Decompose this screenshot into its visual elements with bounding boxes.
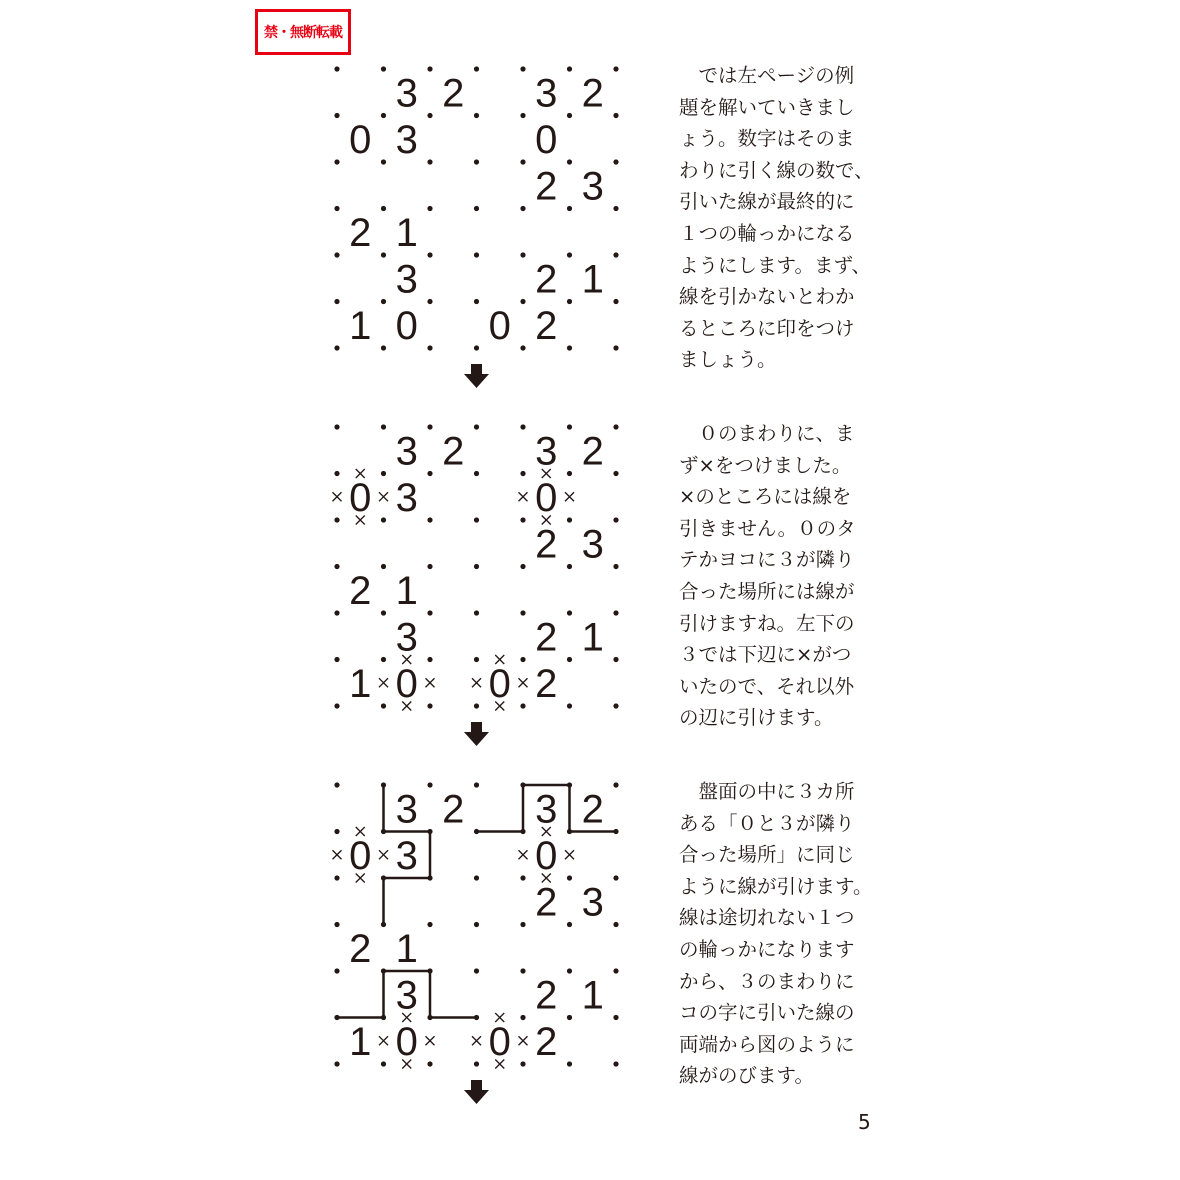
grid-dot bbox=[567, 829, 572, 834]
clue-number: 3 bbox=[395, 429, 418, 474]
grid-dot bbox=[567, 1015, 572, 1020]
grid-dot bbox=[520, 299, 525, 304]
text-line: 合った場所」に同じ bbox=[679, 843, 855, 867]
grid-dot bbox=[381, 517, 386, 522]
grid-dot bbox=[613, 968, 618, 973]
text-line: ように線が引けます。 bbox=[679, 874, 873, 898]
grid-dot bbox=[427, 113, 432, 118]
cross-mark-icon bbox=[472, 678, 481, 687]
grid-dot bbox=[520, 782, 525, 787]
clue-number: 2 bbox=[442, 71, 465, 116]
text-line: では左ページの例 bbox=[679, 64, 855, 87]
grid-dot bbox=[474, 206, 479, 211]
text-line: ょう。数字はそのま bbox=[679, 127, 855, 151]
clue-number: 0 bbox=[535, 833, 558, 878]
clue-number: 1 bbox=[349, 1019, 372, 1064]
grid-dot bbox=[567, 564, 572, 569]
clue-number: 1 bbox=[349, 661, 372, 706]
grid-dot bbox=[334, 206, 339, 211]
clue-number: 2 bbox=[442, 787, 465, 832]
clue-number: 1 bbox=[395, 210, 418, 255]
grid-dot bbox=[334, 159, 339, 164]
clue-number: 2 bbox=[535, 164, 558, 209]
clue-number: 1 bbox=[581, 615, 604, 660]
grid-dot bbox=[520, 1015, 525, 1020]
clue-number: 0 bbox=[535, 475, 558, 520]
text-line: ず×をつけました。 bbox=[679, 453, 852, 477]
down-arrow-icon bbox=[464, 364, 489, 388]
grid-dot bbox=[520, 564, 525, 569]
grid-dot bbox=[474, 66, 479, 71]
grid-dot bbox=[474, 922, 479, 927]
clue-number: 2 bbox=[581, 787, 604, 832]
grid-dot bbox=[474, 875, 479, 880]
cross-mark-icon bbox=[426, 1036, 435, 1045]
text-line: から、３のまわりに bbox=[679, 969, 855, 993]
grid-dot bbox=[474, 345, 479, 350]
text-line: ０のまわりに、ま bbox=[679, 422, 855, 445]
grid-dot bbox=[520, 968, 525, 973]
grid-dot bbox=[381, 113, 386, 118]
grid-dot bbox=[613, 345, 618, 350]
text-line: コの字に引いた線の bbox=[679, 1001, 855, 1025]
cross-mark-icon bbox=[333, 492, 342, 501]
grid-dot bbox=[381, 703, 386, 708]
grid-dot bbox=[613, 657, 618, 662]
grid-dot bbox=[474, 424, 479, 429]
grid-dot bbox=[567, 299, 572, 304]
down-arrow-icon bbox=[464, 722, 489, 746]
clue-number: 2 bbox=[349, 568, 372, 613]
grid-dot bbox=[613, 424, 618, 429]
grid-dot bbox=[427, 829, 432, 834]
grid-dot bbox=[334, 66, 339, 71]
clue-number: 3 bbox=[395, 257, 418, 302]
clue-number: 0 bbox=[488, 303, 511, 348]
grid-dot bbox=[381, 345, 386, 350]
text-line: 線がのびます。 bbox=[679, 1064, 814, 1088]
grid-dot bbox=[474, 471, 479, 476]
grid-dot bbox=[427, 657, 432, 662]
grid-dot bbox=[520, 610, 525, 615]
grid-dot bbox=[427, 471, 432, 476]
text-line: ましょう。 bbox=[679, 348, 777, 372]
grid-dot bbox=[381, 1061, 386, 1066]
grid-dot bbox=[474, 1061, 479, 1066]
grid-dot bbox=[474, 703, 479, 708]
grid-dot bbox=[567, 657, 572, 662]
text-line: 引いた線が最終的に bbox=[679, 190, 855, 214]
clue-number: 1 bbox=[581, 257, 604, 302]
grid-dot bbox=[381, 968, 386, 973]
grid-dot bbox=[427, 66, 432, 71]
clue-number: 2 bbox=[535, 522, 558, 567]
clue-number: 2 bbox=[581, 71, 604, 116]
clue-number: 3 bbox=[535, 787, 558, 832]
grid-dot bbox=[474, 968, 479, 973]
grid-dot bbox=[613, 66, 618, 71]
clue-number: 0 bbox=[395, 1019, 418, 1064]
grid-dot bbox=[334, 875, 339, 880]
grid-dot bbox=[474, 517, 479, 522]
grid-dot bbox=[427, 1015, 432, 1020]
grid-dot bbox=[427, 299, 432, 304]
clue-number: 0 bbox=[349, 475, 372, 520]
grid-dot bbox=[381, 610, 386, 615]
grid-dot bbox=[334, 252, 339, 257]
clue-number: 2 bbox=[535, 661, 558, 706]
grid-dot bbox=[474, 782, 479, 787]
grid-dot bbox=[334, 782, 339, 787]
grid-dot bbox=[427, 159, 432, 164]
paragraph-step-1 bbox=[679, 60, 894, 376]
grid-dot bbox=[334, 564, 339, 569]
grid-dot bbox=[427, 564, 432, 569]
grid-dot bbox=[520, 703, 525, 708]
cross-mark-icon bbox=[379, 678, 388, 687]
grid-dot bbox=[613, 922, 618, 927]
grid-dot bbox=[427, 345, 432, 350]
paragraph-step-3 bbox=[679, 776, 894, 1092]
clue-number: 2 bbox=[535, 257, 558, 302]
down-arrow-icon bbox=[464, 1080, 489, 1104]
clue-number: 3 bbox=[395, 615, 418, 660]
page-number: 5 bbox=[858, 1110, 871, 1134]
clue-number: 3 bbox=[535, 71, 558, 116]
cross-mark-icon bbox=[472, 1036, 481, 1045]
clue-number: 3 bbox=[535, 429, 558, 474]
grid-dot bbox=[613, 206, 618, 211]
cross-mark-icon bbox=[565, 492, 574, 501]
text-line: の輪っかになります bbox=[679, 937, 855, 961]
grid-dot bbox=[427, 252, 432, 257]
grid-dot bbox=[381, 564, 386, 569]
grid-dot bbox=[381, 875, 386, 880]
grid-dot bbox=[427, 206, 432, 211]
grid-dot bbox=[613, 517, 618, 522]
cross-mark-icon bbox=[565, 850, 574, 859]
grid-dot bbox=[520, 829, 525, 834]
grid-dot bbox=[613, 875, 618, 880]
grid-dot bbox=[427, 1061, 432, 1066]
grid-dot bbox=[520, 66, 525, 71]
cross-mark-icon bbox=[333, 850, 342, 859]
grid-dot bbox=[381, 206, 386, 211]
text-line: テかヨコに３が隣り bbox=[679, 548, 855, 572]
grid-dot bbox=[613, 299, 618, 304]
grid-dot bbox=[613, 1015, 618, 1020]
grid-dot bbox=[334, 424, 339, 429]
grid-dot bbox=[567, 875, 572, 880]
clue-number: 3 bbox=[581, 880, 604, 925]
grid-dot bbox=[334, 471, 339, 476]
text-line: るところに印をつけ bbox=[679, 316, 855, 340]
grid-dot bbox=[334, 1061, 339, 1066]
grid-dot bbox=[334, 345, 339, 350]
text-line: ようにします。まず、 bbox=[679, 253, 871, 277]
grid-dot bbox=[567, 471, 572, 476]
text-line: ある「０と３が隣り bbox=[679, 811, 855, 835]
grid-dot bbox=[613, 1061, 618, 1066]
grid-dot bbox=[474, 159, 479, 164]
grid-dot bbox=[474, 252, 479, 257]
grid-dot bbox=[613, 829, 618, 834]
text-line: 盤面の中に３カ所 bbox=[679, 780, 855, 803]
grid-dot bbox=[381, 829, 386, 834]
clue-number: 0 bbox=[349, 117, 372, 162]
grid-dot bbox=[567, 113, 572, 118]
grid-dot bbox=[474, 610, 479, 615]
clue-number: 3 bbox=[395, 71, 418, 116]
grid-dot bbox=[381, 299, 386, 304]
grid-dot bbox=[381, 471, 386, 476]
cross-mark-icon bbox=[379, 492, 388, 501]
grid-dot bbox=[613, 159, 618, 164]
grid-dot bbox=[520, 113, 525, 118]
grid-dot bbox=[474, 657, 479, 662]
grid-dot bbox=[381, 159, 386, 164]
grid-dot bbox=[567, 159, 572, 164]
clue-number: 0 bbox=[488, 1019, 511, 1064]
grid-dot bbox=[381, 424, 386, 429]
grid-dot bbox=[334, 1015, 339, 1020]
grid-dot bbox=[474, 1015, 479, 1020]
grid-dot bbox=[427, 968, 432, 973]
grid-dot bbox=[427, 875, 432, 880]
text-line: １つの輪っかになる bbox=[679, 221, 855, 245]
cross-mark-icon bbox=[379, 850, 388, 859]
grid-dot bbox=[613, 564, 618, 569]
grid-dot bbox=[474, 829, 479, 834]
clue-number: 0 bbox=[349, 833, 372, 878]
grid-dot bbox=[520, 1061, 525, 1066]
text-line: ３では下辺に×がつ bbox=[679, 643, 852, 667]
clue-number: 2 bbox=[349, 926, 372, 971]
grid-dot bbox=[520, 159, 525, 164]
grid-dot bbox=[520, 252, 525, 257]
clue-number: 3 bbox=[581, 164, 604, 209]
clue-number: 3 bbox=[395, 833, 418, 878]
grid-dot bbox=[567, 968, 572, 973]
cross-mark-icon bbox=[519, 850, 528, 859]
text-line: いたので、それ以外 bbox=[679, 674, 855, 698]
text-line: 題を解いていきまし bbox=[679, 95, 855, 119]
grid-dot bbox=[334, 657, 339, 662]
grid-dot bbox=[334, 610, 339, 615]
grid-dot bbox=[427, 782, 432, 787]
clue-number: 2 bbox=[442, 429, 465, 474]
clue-number: 0 bbox=[535, 117, 558, 162]
grid-dot bbox=[613, 471, 618, 476]
grid-dot bbox=[474, 564, 479, 569]
no-reproduction-stamp: 禁・無断転載 bbox=[255, 9, 351, 55]
grid-dot bbox=[520, 922, 525, 927]
clue-number: 3 bbox=[395, 475, 418, 520]
grid-dot bbox=[567, 345, 572, 350]
grid-dot bbox=[567, 424, 572, 429]
clue-number: 0 bbox=[395, 303, 418, 348]
cross-mark-icon bbox=[519, 678, 528, 687]
clue-number: 1 bbox=[581, 973, 604, 1018]
grid-dot bbox=[520, 517, 525, 522]
grid-dot bbox=[381, 657, 386, 662]
clue-number: 0 bbox=[488, 661, 511, 706]
text-line: 両端から図のように bbox=[679, 1032, 855, 1056]
grid-dot bbox=[520, 345, 525, 350]
grid-dot bbox=[567, 922, 572, 927]
grid-dot bbox=[567, 782, 572, 787]
clue-number: 3 bbox=[395, 117, 418, 162]
text-line: 引けますね。左下の bbox=[679, 611, 855, 635]
clue-number: 1 bbox=[395, 926, 418, 971]
grid-dot bbox=[613, 703, 618, 708]
grid-dot bbox=[520, 657, 525, 662]
clue-number: 3 bbox=[581, 522, 604, 567]
grid-dot bbox=[613, 782, 618, 787]
grid-dot bbox=[381, 782, 386, 787]
grid-dot bbox=[334, 829, 339, 834]
cross-mark-icon bbox=[519, 492, 528, 501]
grid-dot bbox=[474, 113, 479, 118]
grid-dot bbox=[334, 703, 339, 708]
grid-dot bbox=[334, 113, 339, 118]
grid-dot bbox=[381, 66, 386, 71]
clue-number: 1 bbox=[349, 303, 372, 348]
clue-number: 3 bbox=[395, 787, 418, 832]
grid-dot bbox=[427, 610, 432, 615]
clue-number: 2 bbox=[535, 973, 558, 1018]
text-line: の辺に引けます。 bbox=[679, 706, 834, 730]
grid-dot bbox=[567, 517, 572, 522]
clue-number: 3 bbox=[395, 973, 418, 1018]
clue-number: 2 bbox=[535, 303, 558, 348]
grid-dot bbox=[334, 968, 339, 973]
grid-dot bbox=[567, 1061, 572, 1066]
grid-dot bbox=[381, 1015, 386, 1020]
grid-dot bbox=[427, 922, 432, 927]
grid-dot bbox=[427, 517, 432, 522]
grid-dot bbox=[334, 922, 339, 927]
grid-dot bbox=[567, 206, 572, 211]
grid-dot bbox=[427, 703, 432, 708]
clue-number: 0 bbox=[395, 661, 418, 706]
grid-dot bbox=[613, 113, 618, 118]
grid-dot bbox=[613, 252, 618, 257]
grid-dot bbox=[567, 703, 572, 708]
grid-dot bbox=[427, 424, 432, 429]
grid-dot bbox=[334, 517, 339, 522]
clue-number: 2 bbox=[535, 615, 558, 660]
text-line: 線は途切れない１つ bbox=[679, 906, 855, 930]
clue-number: 2 bbox=[581, 429, 604, 474]
text-line: 合った場所には線が bbox=[679, 579, 855, 603]
grid-dot bbox=[520, 471, 525, 476]
grid-dot bbox=[381, 252, 386, 257]
text-line: 線を引かないとわか bbox=[679, 285, 855, 309]
text-line: わりに引く線の数で、 bbox=[679, 158, 874, 182]
grid-dot bbox=[520, 206, 525, 211]
grid-dot bbox=[567, 252, 572, 257]
clue-number: 2 bbox=[535, 1019, 558, 1064]
clue-number: 2 bbox=[535, 880, 558, 925]
grid-dot bbox=[334, 299, 339, 304]
text-line: 引きません。０のタ bbox=[679, 516, 856, 540]
grid-dot bbox=[567, 66, 572, 71]
cross-mark-icon bbox=[519, 1036, 528, 1045]
clue-number: 1 bbox=[395, 568, 418, 613]
cross-mark-icon bbox=[379, 1036, 388, 1045]
grid-dot bbox=[613, 610, 618, 615]
grid-dot bbox=[520, 424, 525, 429]
text-line: ×のところには線を bbox=[679, 485, 852, 509]
paragraph-step-2 bbox=[679, 418, 894, 734]
grid-dot bbox=[520, 875, 525, 880]
grid-dot bbox=[567, 610, 572, 615]
grid-dot bbox=[474, 299, 479, 304]
grid-dot bbox=[381, 922, 386, 927]
clue-number: 2 bbox=[349, 210, 372, 255]
cross-mark-icon bbox=[426, 678, 435, 687]
